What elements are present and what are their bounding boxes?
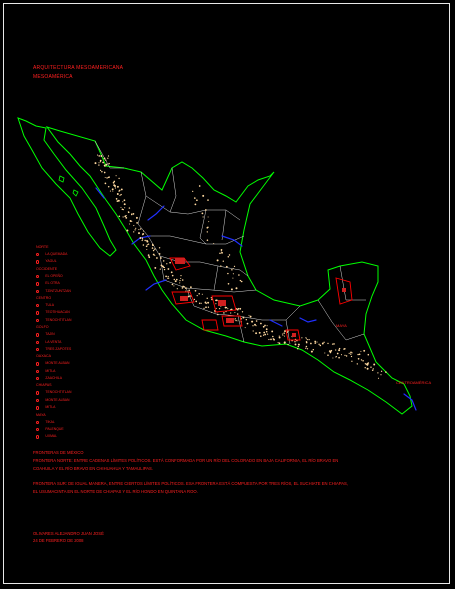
circle-bullet-icon <box>36 311 39 314</box>
legend-heading: CHIAPAS <box>36 383 52 388</box>
legend-item-label: TZINTZUNTZAN <box>45 288 71 293</box>
legend-item-label: TRES ZAPOTES <box>45 346 72 351</box>
circle-bullet-icon <box>36 275 39 278</box>
legend-heading: GOLFO <box>36 325 49 330</box>
circle-bullet-icon <box>36 391 39 394</box>
legend-item-label: UXMAL <box>45 434 58 439</box>
legend-item-label: TENOCHTITLAN <box>45 390 72 395</box>
legend-item-label: MONTE ALBAN <box>45 397 70 402</box>
island-outline <box>59 176 78 196</box>
legend-item <box>36 309 116 316</box>
legend-item-label: TULA <box>45 302 55 307</box>
maya-region-label: MAYA <box>336 323 347 328</box>
legend-item-label: MITLA <box>45 405 56 410</box>
legend-item <box>36 389 116 396</box>
south-border-line-2: EL USUMACINTA EN EL NORTE DE CHIAPAS Y EL RÍO HONDO EN QUINTANA ROO. <box>33 488 198 494</box>
legend-item-label: TAJIN <box>45 332 55 337</box>
legend-heading: OAXACA <box>36 354 51 359</box>
circle-bullet-icon <box>36 377 39 380</box>
document-subtitle: MESOAMÉRICA <box>33 74 73 80</box>
north-border-line-1: FRONTERA NORTE: ENTRE CADENAS LÍMITES POLÍTICOS. ESTÁ CONFORMADA POR UN RÍO DEL COLORADO EN BAJA CALIFORNIA, EL RÍO BRAVO EN <box>33 458 339 464</box>
circle-bullet-icon <box>36 333 39 336</box>
legend-item <box>36 280 116 287</box>
legend-item-label: LA VENTA <box>45 339 62 344</box>
legend-item <box>36 433 116 440</box>
centroamerica-label: CENTROAMÉRICA <box>396 380 432 385</box>
rivers <box>96 188 416 410</box>
legend-item <box>36 258 116 265</box>
circle-bullet-icon <box>36 421 39 424</box>
legend-item-label: ZAACHILA <box>45 376 62 381</box>
north-border-line-2: COAHUILA Y EL RÍO BRAVO EN CHIHUAHUA Y TAMAULIPAS. <box>33 466 154 472</box>
legend-heading: NORTE <box>36 245 49 249</box>
legend-item <box>36 288 116 295</box>
circle-bullet-icon <box>36 399 39 402</box>
south-border-line-1: FRONTERA SUR: DE IGUAL MANERA, ENTRE CIERTOS LÍMITES POLÍTICOS. ESA FRONTERA ESTÁ COMPUESTA POR TRES RÍOS, EL SUCHIATE EN CHIAPAS, <box>33 480 348 486</box>
author-name: OLIVARES ALEJANDRO JUAN JOSÉ <box>33 531 104 536</box>
map-legend <box>36 244 116 441</box>
legend-item-label: YAGUL <box>45 259 57 264</box>
legend-item <box>36 339 116 346</box>
legend-item <box>36 273 116 280</box>
legend-item <box>36 360 116 367</box>
legend-heading: MAYA <box>36 412 46 417</box>
circle-bullet-icon <box>36 319 39 322</box>
site-dots <box>95 155 387 379</box>
legend-item-label: MITLA <box>45 368 56 373</box>
document-title: ARQUITECTURA MESOAMERICANA <box>33 65 124 71</box>
circle-bullet-icon <box>36 428 39 431</box>
circle-bullet-icon <box>36 348 39 351</box>
legend-item <box>36 375 116 382</box>
legend-item <box>36 368 116 375</box>
author-date: 24 DE FEBRERO DE 2008 <box>33 538 84 543</box>
legend-item <box>36 426 116 433</box>
notes-heading: FRONTERAS DE MÉXICO <box>33 450 84 455</box>
circle-bullet-icon <box>36 282 39 285</box>
legend-item-label: EL OTRA <box>45 281 60 286</box>
notes-block <box>33 449 433 496</box>
legend-item-label: TENOCHTITLAN <box>45 317 72 322</box>
legend-item <box>36 331 116 338</box>
legend-item-label: PALENQUE <box>45 427 64 432</box>
region-marks <box>170 258 352 340</box>
legend-item <box>36 302 116 309</box>
circle-bullet-icon <box>36 304 39 307</box>
legend-item-label: LA QUEMADA <box>45 252 68 256</box>
legend-item-label: EL OPEÑO <box>45 273 63 278</box>
circle-bullet-icon <box>36 406 39 409</box>
legend-item <box>36 346 116 353</box>
legend-item-label: TIKAL <box>45 419 55 424</box>
legend-item-label: TEOTIHUACAN <box>45 310 70 315</box>
legend-heading: OCCIDENTE <box>36 266 58 271</box>
circle-bullet-icon <box>36 362 39 365</box>
legend-item <box>36 404 116 411</box>
baja-california-outline <box>18 118 116 256</box>
legend-heading: CENTRO <box>36 295 52 300</box>
circle-bullet-icon <box>36 341 39 344</box>
circle-bullet-icon <box>36 290 39 293</box>
legend-item <box>36 397 116 404</box>
legend-item-label: MONTE ALBAN <box>45 361 70 366</box>
circle-bullet-icon <box>36 370 39 373</box>
legend-item <box>36 317 116 324</box>
circle-bullet-icon <box>36 253 39 256</box>
circle-bullet-icon <box>36 435 39 438</box>
legend-item <box>36 419 116 426</box>
author-block <box>33 530 104 544</box>
legend-item <box>36 251 116 258</box>
circle-bullet-icon <box>36 260 39 263</box>
